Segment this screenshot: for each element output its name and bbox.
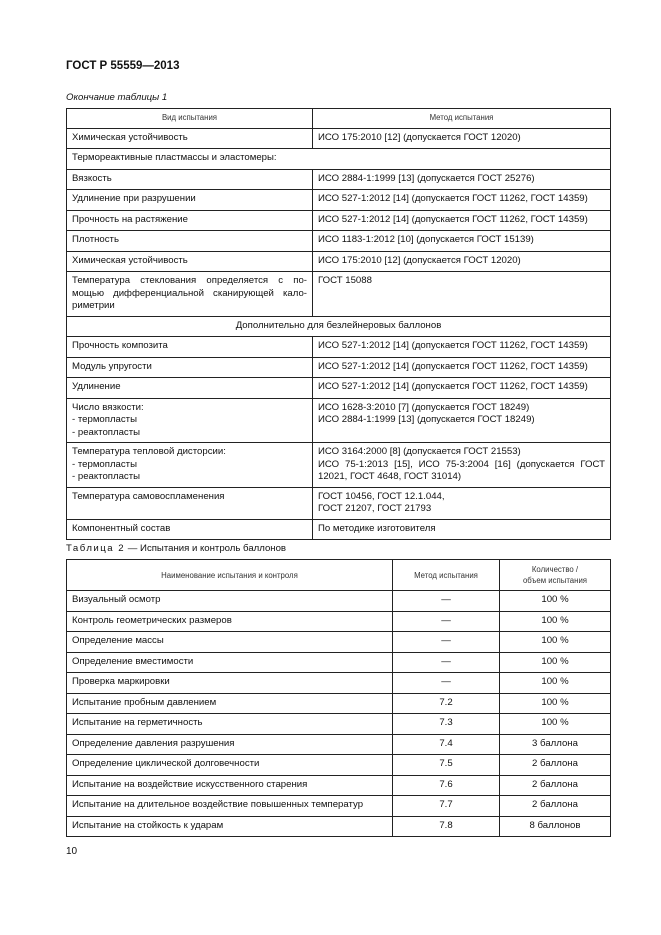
test-name-cell: Испытание на стойкость к ударам [67, 816, 393, 837]
table-row [67, 755, 611, 776]
table-row [67, 443, 611, 488]
method-cell: ИСО 175:2010 [12] (допускается ГОСТ 12020) [313, 251, 611, 272]
quantity-cell: 100 % [500, 611, 611, 632]
method-cell: ИСО 527-1:2012 [14] (допускается ГОСТ 11262, ГОСТ 14359) [313, 190, 611, 211]
table-row [67, 398, 611, 443]
quantity-cell: 8 баллонов [500, 816, 611, 837]
quantity-cell: 100 % [500, 591, 611, 612]
table-row [67, 169, 611, 190]
table-row [67, 128, 611, 149]
table-row [67, 519, 611, 540]
test-type-cell: Прочность на растяжение [67, 210, 313, 231]
page-number: 10 [66, 846, 78, 857]
table-row [67, 611, 611, 632]
method-cell: По методике изготовителя [313, 519, 611, 540]
method-cell: — [393, 611, 500, 632]
method-cell: 7.8 [393, 816, 500, 837]
document-header: ГОСТ Р 55559—2013 [66, 60, 180, 72]
table-row [67, 652, 611, 673]
table-row [67, 378, 611, 399]
table-row [67, 251, 611, 272]
table-row [67, 210, 611, 231]
test-type-cell: Прочность композита [67, 337, 313, 358]
table-row [67, 693, 611, 714]
column-header: Количество / объем испытания [500, 560, 611, 591]
table2-caption [66, 543, 286, 554]
test-type-cell: Температура стеклования определяется с по-мощью дифференциальной сканирующей кало-риметрии [67, 272, 313, 317]
table-row [67, 673, 611, 694]
method-cell: ИСО 175:2010 [12] (допускается ГОСТ 12020) [313, 128, 611, 149]
table2-caption-text: — Испытания и контроль баллонов [125, 543, 287, 554]
method-cell: ИСО 527-1:2012 [14] (допускается ГОСТ 11262, ГОСТ 14359) [313, 337, 611, 358]
table-row [67, 190, 611, 211]
test-name-cell: Проверка маркировки [67, 673, 393, 694]
test-name-cell: Определение вместимости [67, 652, 393, 673]
table-row [67, 357, 611, 378]
method-cell: ИСО 527-1:2012 [14] (допускается ГОСТ 11262, ГОСТ 14359) [313, 357, 611, 378]
method-cell: 7.2 [393, 693, 500, 714]
method-cell: ИСО 527-1:2012 [14] (допускается ГОСТ 11262, ГОСТ 14359) [313, 210, 611, 231]
table-row [67, 272, 611, 317]
quantity-cell: 100 % [500, 693, 611, 714]
test-name-cell: Определение циклической долговечности [67, 755, 393, 776]
quantity-cell: 3 баллона [500, 734, 611, 755]
test-type-cell: Плотность [67, 231, 313, 252]
test-type-cell: Число вязкости: - термопласты - реактопласты [67, 398, 313, 443]
table-row [67, 796, 611, 817]
test-type-cell: Химическая устойчивость [67, 251, 313, 272]
quantity-cell: 100 % [500, 632, 611, 653]
method-cell: ИСО 527-1:2012 [14] (допускается ГОСТ 11262, ГОСТ 14359) [313, 378, 611, 399]
quantity-cell: 2 баллона [500, 775, 611, 796]
column-header: Метод испытания [393, 560, 500, 591]
table-row [67, 816, 611, 837]
method-cell: ИСО 1183-1:2012 [10] (допускается ГОСТ 15139) [313, 231, 611, 252]
method-cell: 7.5 [393, 755, 500, 776]
method-cell: 7.6 [393, 775, 500, 796]
method-cell: 7.3 [393, 714, 500, 735]
table-row [67, 632, 611, 653]
method-cell: — [393, 652, 500, 673]
method-cell: ИСО 1628-3:2010 [7] (допускается ГОСТ 18249) ИСО 2884-1:1999 [13] (допускается ГОСТ 18249) [313, 398, 611, 443]
test-name-cell: Испытание на герметичность [67, 714, 393, 735]
table-2 [66, 559, 611, 837]
table2-caption-label: Таблица 2 [66, 543, 126, 554]
quantity-cell: 100 % [500, 673, 611, 694]
test-type-cell: Удлинение [67, 378, 313, 399]
test-type-cell: Компонентный состав [67, 519, 313, 540]
table1-caption: Окончание таблицы 1 [66, 92, 168, 103]
method-cell: — [393, 673, 500, 694]
table-row [67, 591, 611, 612]
method-cell: — [393, 632, 500, 653]
table-row [67, 775, 611, 796]
method-cell: ИСО 3164:2000 [8] (допускается ГОСТ 21553) ИСО 75-1:2013 [15], ИСО 75-3:2004 [16] (допускается ГОСТ 12021, ГОСТ 4648, ГОСТ 31014) [313, 443, 611, 488]
test-name-cell: Визуальный осмотр [67, 591, 393, 612]
method-cell: ИСО 2884-1:1999 [13] (допускается ГОСТ 25276) [313, 169, 611, 190]
section-row-cell: Дополнительно для безлейнеровых баллонов [67, 316, 611, 337]
table-row [67, 734, 611, 755]
table-row [67, 231, 611, 252]
method-cell: ГОСТ 10456, ГОСТ 12.1.044, ГОСТ 21207, ГОСТ 21793 [313, 487, 611, 519]
method-cell: 7.4 [393, 734, 500, 755]
section-row-cell: Термореактивные пластмассы и эластомеры: [67, 149, 611, 170]
quantity-cell: 100 % [500, 714, 611, 735]
table-row [67, 316, 611, 337]
test-type-cell: Температура тепловой дисторсии: - термопласты - реактопласты [67, 443, 313, 488]
quantity-cell: 2 баллона [500, 755, 611, 776]
test-name-cell: Испытание на длительное воздействие повышенных температур [67, 796, 393, 817]
test-type-cell: Удлинение при разрушении [67, 190, 313, 211]
test-name-cell: Определение массы [67, 632, 393, 653]
test-name-cell: Определение давления разрушения [67, 734, 393, 755]
column-header: Наименование испытания и контроля [67, 560, 393, 591]
method-cell: ГОСТ 15088 [313, 272, 611, 317]
table-row [67, 487, 611, 519]
test-type-cell: Модуль упругости [67, 357, 313, 378]
table-row [67, 149, 611, 170]
column-header: Вид испытания [67, 109, 313, 129]
test-name-cell: Испытание на воздействие искусственного старения [67, 775, 393, 796]
method-cell: 7.7 [393, 796, 500, 817]
test-name-cell: Испытание пробным давлением [67, 693, 393, 714]
quantity-cell: 2 баллона [500, 796, 611, 817]
test-type-cell: Вязкость [67, 169, 313, 190]
test-type-cell: Температура самовоспламенения [67, 487, 313, 519]
quantity-cell: 100 % [500, 652, 611, 673]
test-type-cell: Химическая устойчивость [67, 128, 313, 149]
table-row [67, 714, 611, 735]
method-cell: — [393, 591, 500, 612]
test-name-cell: Контроль геометрических размеров [67, 611, 393, 632]
table-1 [66, 108, 611, 540]
column-header: Метод испытания [313, 109, 611, 129]
table-row [67, 337, 611, 358]
